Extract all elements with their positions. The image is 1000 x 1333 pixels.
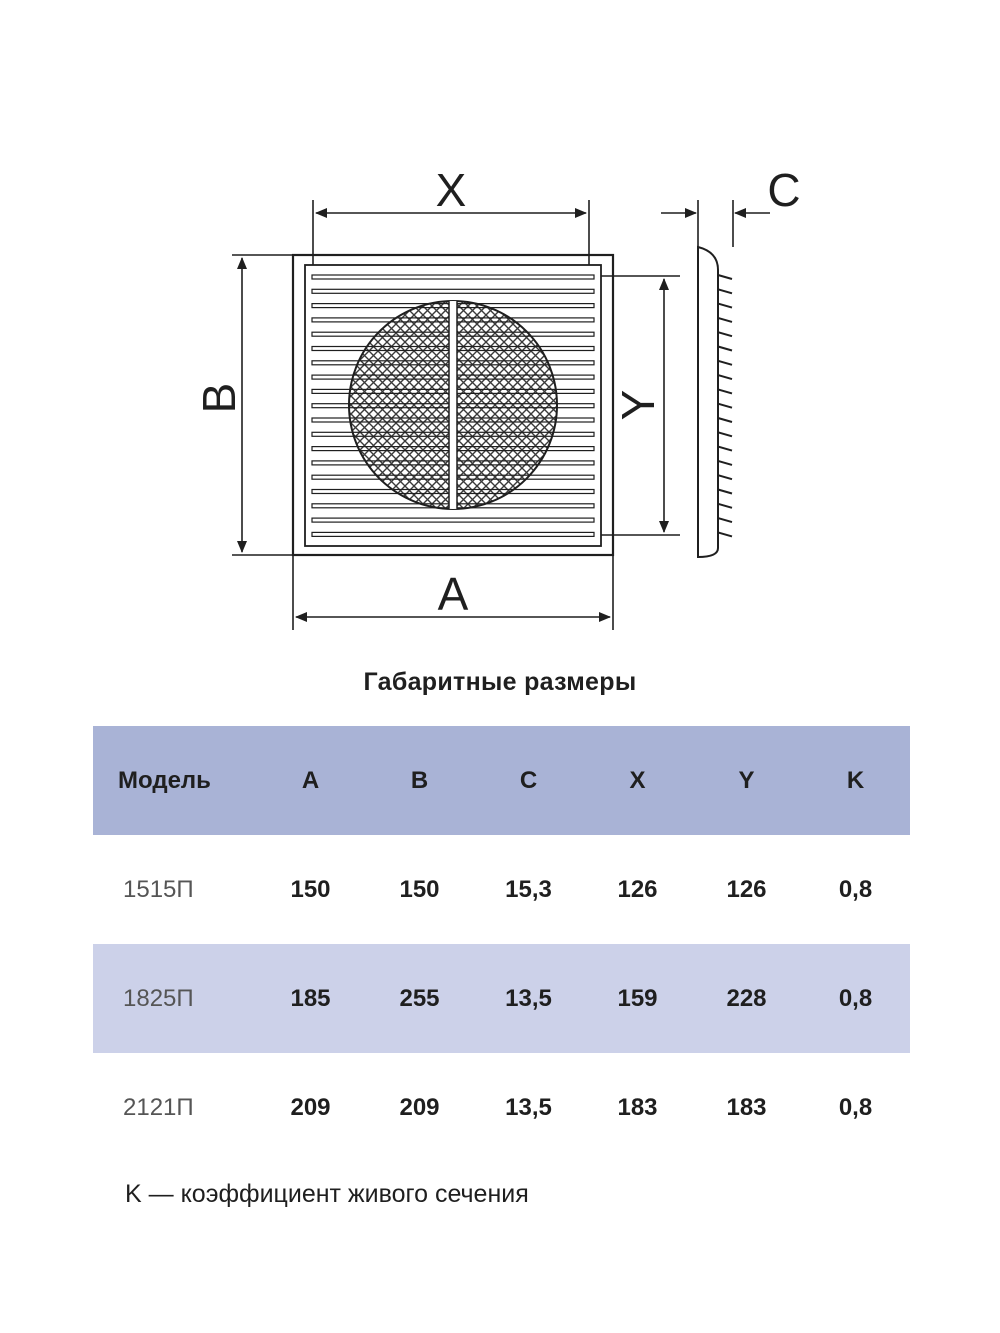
dim-label-b: B [193,382,245,414]
header-y: Y [738,766,755,794]
louver-slat [312,275,594,279]
side-fin [718,375,732,379]
cell-model: 1515П [123,875,194,903]
cell-c: 13,5 [505,1093,552,1121]
side-view-fins [718,275,732,536]
cell-model: 1825П [123,984,194,1012]
side-fin [718,304,732,308]
mesh-divider [449,300,457,510]
cell-model: 2121П [123,1093,194,1121]
cell-b: 209 [399,1093,440,1121]
louver-slat [312,518,594,522]
header-k: K [846,766,865,794]
section-title: Габаритные размеры [363,668,637,696]
cell-a: 150 [290,875,331,903]
cell-b: 150 [399,875,440,903]
side-fin [718,504,732,508]
grille-dimension-drawing [0,0,1000,660]
dim-label-y: Y [612,389,664,421]
cell-x: 183 [617,1093,658,1121]
header-c: C [519,766,538,794]
dim-label-c: C [767,164,801,216]
cell-y: 126 [726,875,767,903]
side-fin [718,475,732,479]
side-fin [718,361,732,365]
side-fin [718,347,732,351]
side-fin [718,275,732,279]
header-b: B [410,766,429,794]
side-fin [718,318,732,322]
header-x: X [629,766,646,794]
cell-x: 126 [617,875,658,903]
side-fin [718,404,732,408]
table-row [93,944,910,1053]
side-fin [718,418,732,422]
cell-c: 13,5 [505,984,552,1012]
louver-slat [312,532,594,536]
header-model: Модель [118,766,211,794]
cell-y: 183 [726,1093,767,1121]
footnote: K — коэффициент живого сечения [125,1180,529,1208]
cell-k: 0,8 [838,1093,873,1121]
cell-a: 185 [290,984,331,1012]
louver-slat [312,289,594,293]
grille-side-view [698,247,732,557]
cell-c: 15,3 [505,875,552,903]
side-fin [718,389,732,393]
grille-front-view [293,255,613,555]
table-row [93,1053,910,1162]
side-fin [718,461,732,465]
header-a: A [301,766,320,794]
cell-a: 209 [290,1093,331,1121]
side-fin [718,490,732,494]
dim-label-x: X [435,164,467,216]
side-fin [718,518,732,522]
cell-x: 159 [617,984,658,1012]
cell-y: 228 [726,984,767,1012]
cell-k: 0,8 [838,984,873,1012]
dimensions-table [93,726,910,1162]
cell-k: 0,8 [838,875,873,903]
cell-b: 255 [399,984,440,1012]
side-fin [718,532,732,536]
side-fin [718,447,732,451]
table-row [93,835,910,944]
side-fin [718,432,732,436]
table-header-row [93,726,910,835]
side-fin [718,332,732,336]
side-fin [718,289,732,293]
dim-label-a: A [437,568,469,620]
